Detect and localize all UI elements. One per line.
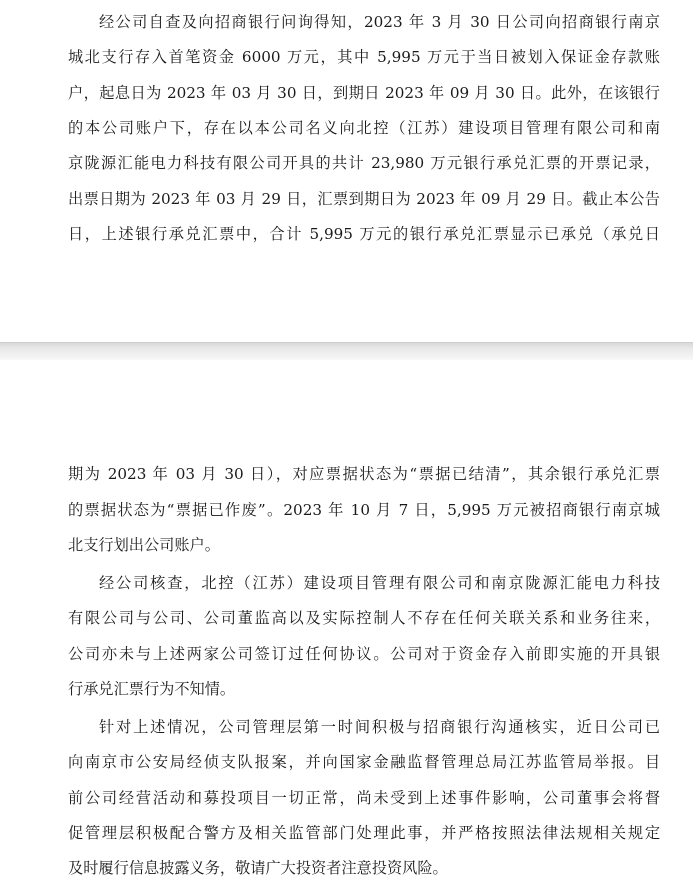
text-line: 前公司经营活动和募投项目一切正常，尚未受到上述事件影响，公司董事会将督	[68, 789, 660, 807]
text-line: 的本公司账户下，存在以本公司名义向北控（江苏）建设项目管理有限公司和南	[68, 119, 660, 137]
text-line: 经公司自查及向招商银行问询得知，2023 年 3 月 30 日公司向招商银行南京	[99, 13, 660, 31]
text-line: 公司亦未与上述两家公司签订过任何协议。公司对于资金存入前即实施的开具银	[68, 645, 660, 663]
text-line: 的票据状态为“票据已作废”。2023 年 10 月 7 日，5,995 万元被招商银行南京城	[68, 501, 660, 519]
text-line: 针对上述情况，公司管理层第一时间积极与招商银行沟通核实，近日公司已	[99, 718, 660, 736]
text-line: 经公司核查，北控（江苏）建设项目管理有限公司和南京陇源汇能电力科技	[99, 574, 660, 592]
text-line: 日，上述银行承兑汇票中，合计 5,995 万元的银行承兑汇票显示已承兑（承兑日	[68, 225, 660, 243]
text-line: 行承兑汇票行为不知情。	[68, 680, 236, 698]
text-line: 促管理层积极配合警方及相关监管部门处理此事，并严格按照法律法规相关规定	[68, 824, 660, 842]
text-line: 城北支行存入首笔资金 6000 万元，其中 5,995 万元于当日被划入保证金存款账	[68, 48, 660, 66]
document-page-bottom	[0, 360, 693, 888]
page-break-divider	[0, 342, 693, 361]
text-line: 有限公司与公司、公司董监高以及实际控制人不存在任何关联关系和业务往来，	[68, 609, 660, 627]
text-line: 期为 2023 年 03 月 30 日），对应票据状态为“票据已结清”，其余银行承兑汇票	[68, 465, 660, 483]
text-line: 及时履行信息披露义务，敬请广大投资者注意投资风险。	[68, 859, 448, 877]
text-line: 北支行划出公司账户。	[68, 536, 220, 554]
text-line: 户，起息日为 2023 年 03 月 30 日，到期日 2023 年 09 月 30 日。此外，在该银行	[68, 84, 660, 102]
text-line: 京陇源汇能电力科技有限公司开具的共计 23,980 万元银行承兑汇票的开票记录，	[68, 154, 660, 172]
document-page-top	[0, 0, 693, 342]
text-line: 向南京市公安局经侦支队报案，并向国家金融监督管理总局江苏监管局举报。目	[68, 753, 660, 771]
text-line: 出票日期为 2023 年 03 月 29 日，汇票到期日为 2023 年 09 月 29 日。截止本公告	[68, 190, 660, 208]
